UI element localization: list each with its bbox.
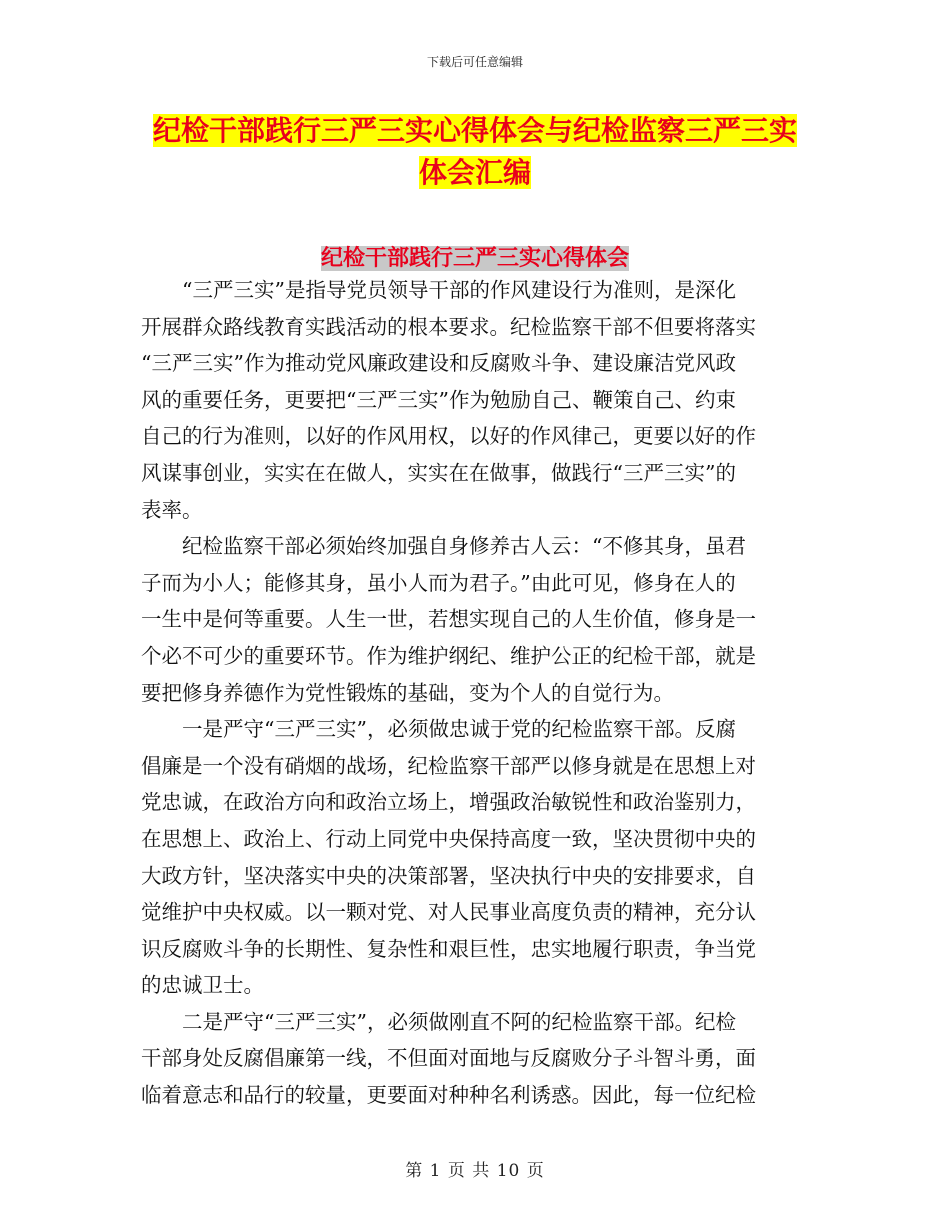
text-line: 纪检监察干部必须始终加强自身修养古人云：“不修其身，虽君 <box>141 534 746 559</box>
title-highlight-1: 纪检干部践行三严三实心得体会与纪检监察三严三实 <box>152 114 797 147</box>
text-line: 个必不可少的重要环节。作为维护纲纪、维护公正的纪检干部，就是 <box>141 643 756 668</box>
section-title-text: 纪检干部践行三严三实心得体会 <box>320 246 629 271</box>
section-title <box>0 244 950 274</box>
text-line: 自己的行为准则，以好的作风用权，以好的作风律己，更要以好的作 <box>141 424 756 449</box>
text-line: 风的重要任务，更要把“三严三实”作为勉励自己、鞭策自己、约束 <box>141 387 736 412</box>
document-title-line-1 <box>0 108 950 154</box>
header-note: 下载后可任意编辑 <box>426 55 523 69</box>
text-line: 党忠诚，在政治方向和政治立场上，增强政治敏锐性和政治鉴别力， <box>141 790 756 815</box>
document-body <box>141 272 800 1114</box>
text-line: 一是严守“三严三实”，必须做忠诚于党的纪检监察干部。反腐 <box>141 717 736 742</box>
text-line: 干部身处反腐倡廉第一线，不但面对面地与反腐败分子斗智斗勇，面 <box>141 1046 756 1071</box>
paragraph-2 <box>141 528 800 711</box>
text-line: 倡廉是一个没有硝烟的战场，纪检监察干部严以修身就是在思想上对 <box>141 753 756 778</box>
text-line: “三严三实”作为推动党风廉政建设和反腐败斗争、建设廉洁党风政 <box>141 351 736 376</box>
text-line: 风谋事创业，实实在在做人，实实在在做事，做践行“三严三实”的 <box>141 460 736 485</box>
text-line: 大政方针，坚决落实中央的决策部署，坚决执行中央的安排要求，自 <box>141 863 756 888</box>
text-line: 表率。 <box>141 497 203 522</box>
page-footer: 第 1 页 共 10 页 <box>405 1161 545 1181</box>
text-line: 觉维护中央权威。以一颗对党、对人民事业高度负责的精神，充分认 <box>141 900 756 925</box>
text-line: 的忠诚卫士。 <box>141 973 264 998</box>
document-title-line-2 <box>0 150 950 196</box>
text-line: 临着意志和品行的较量，更要面对种种名利诱惑。因此，每一位纪检 <box>141 1083 756 1108</box>
title-highlight-2: 体会汇编 <box>418 156 531 189</box>
text-line: 在思想上、政治上、行动上同党中央保持高度一致，坚决贯彻中央的 <box>141 826 756 851</box>
paragraph-3 <box>141 711 800 1004</box>
text-line: 一生中是何等重要。人生一世，若想实现自己的人生价值，修身是一 <box>141 607 756 632</box>
text-line: 开展群众路线教育实践活动的根本要求。纪检监察干部不但要将落实 <box>141 314 756 339</box>
text-line: 二是严守“三严三实”，必须做刚直不阿的纪检监察干部。纪检 <box>141 1009 736 1034</box>
text-line: 要把修身养德作为党性锻炼的基础，变为个人的自觉行为。 <box>141 680 674 705</box>
paragraph-1 <box>141 272 800 528</box>
text-line: “三严三实”是指导党员领导干部的作风建设行为准则，是深化 <box>141 278 736 302</box>
paragraph-4 <box>141 1004 800 1114</box>
text-line: 子而为小人；能修其身，虽小人而为君子。”由此可见，修身在人的 <box>141 570 736 595</box>
text-line: 识反腐败斗争的长期性、复杂性和艰巨性，忠实地履行职责，争当党 <box>141 936 756 961</box>
